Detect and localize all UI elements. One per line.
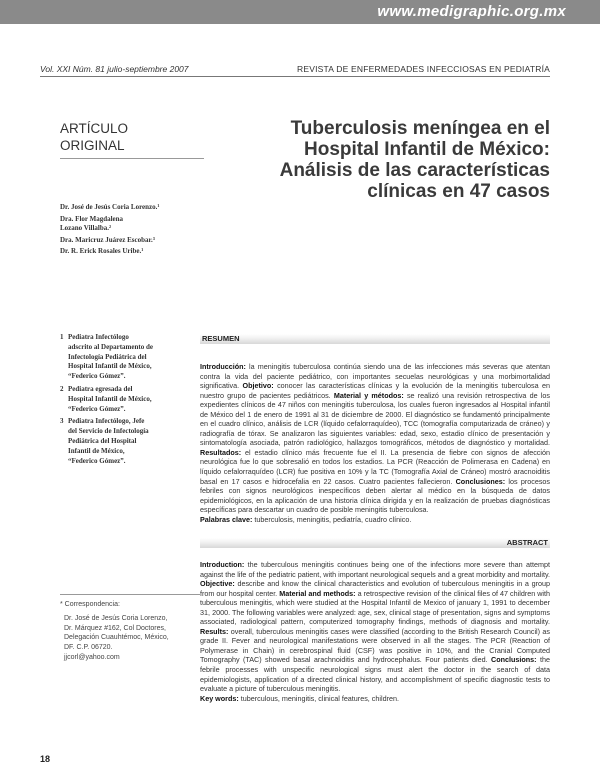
author-list [60, 203, 210, 259]
page-number: 18 [40, 754, 51, 764]
affiliation [60, 333, 210, 382]
correspondence-divider [60, 594, 200, 595]
affiliation-number: 1 [60, 333, 64, 341]
header-divider [40, 76, 550, 77]
affiliation-line: Pediátrica del Hospital [68, 436, 137, 445]
affiliation-line: adscrito al Departamento de [68, 342, 153, 351]
abstract-heading-band [200, 538, 550, 548]
correspondence-line: Dr. José de Jesús Coria Lorenzo, [64, 614, 168, 622]
journal-name: REVISTA DE ENFERMEDADES INFECCIOSAS EN PEDIATRÍA [297, 64, 550, 74]
resumen-heading: RESUMEN [202, 334, 240, 343]
author: Dra. Flor Magdalena [60, 214, 124, 223]
affiliation [60, 385, 210, 414]
affiliation-line: Infectología Pediátrica del [68, 352, 147, 361]
correspondence-label: * Correspondencia: [60, 601, 120, 608]
resumen-heading-band [200, 334, 550, 344]
affiliation-line: Pediatra Infectólogo, Jefe [68, 417, 145, 426]
author: Dra. Maricruz Juárez Escobar.³ [60, 235, 155, 244]
section-divider [60, 158, 204, 159]
affiliation-number: 3 [60, 417, 64, 426]
correspondence-line: DF. C.P. 06720. [64, 644, 113, 652]
section-label [60, 120, 210, 159]
resumen-keywords: Palabras clave: tuberculosis, meningitis, pediatría, cuadro clínico. [200, 514, 412, 524]
resumen-body [200, 362, 550, 524]
affiliation-line: Pediatra Infectólogo [68, 333, 129, 341]
abstract-heading: ABSTRACT [506, 538, 548, 547]
author: Dr. José de Jesús Coria Lorenzo.¹ [60, 203, 160, 211]
affiliation-line: Infantil de México, [68, 446, 125, 455]
correspondence-line: Delegación Cuauhtémoc, México, [64, 634, 169, 642]
title-line: clínicas en 47 casos [367, 181, 550, 202]
volume-info: Vol. XXI Núm. 81 julio-septiembre 2007 [40, 64, 189, 74]
banner-url[interactable]: www.medigraphic.org.mx [377, 3, 566, 20]
affiliation-line: Hospital Infantil de México, [68, 362, 152, 371]
section-label-line1: ARTÍCULO [60, 121, 129, 136]
title-line: Hospital Infantil de México: [304, 139, 550, 160]
title-line: Tuberculosis meníngea en el [290, 118, 550, 139]
affiliation-line: “Federico Gómez”. [68, 372, 126, 381]
abstract-paragraph: Introduction: the tuberculous meningitis continues being one of the infections more severe than attempt against the life of the pediatric patient, with important neurological sequels and a great morbidity and mortality. Objective: describe and know the clinical characteristics and evolution of tuberculous meningitis in a group from our hospital center. Material and methods: a retrospective revision of the clinical files of 47 children with tuberculous meningitis, which were studied at the Hospital Infantil de Mexico of january 1, 1991 to december 31, 2000. The following variables were analyzed: age, sex, clinical stage of presentation, signs and symptoms associated, radiological pattern, computerized tomography findings, methods of diagnosis and mortality. Results: overall, tuberculous meningitis cases were classified (according to the British Research Council) as grade II. Fever and neurological manifestations were observed in all the stages. The PCR (Reaction of Polymerase in Chain) in cerebrospinal fluid (CSF) was positive in 10%, and the Cranial Computed Tomography (TAC) showed basal arachnoiditis and hydrocephalus. Four patients died. Conclusions: the febrile processes with unspecific neurological signs must alert the doctor in the search of data epidemiologists, application of a directed clinical history, and accomplishment of specific diagnostic tests to evaluate a picture of tuberculous meningitis. [200, 560, 551, 694]
correspondence-line: Dr. Márquez #162, Col Doctores, [64, 624, 166, 632]
affiliation-line: Pediatra egresada del [68, 384, 133, 393]
author: Lozano Villalba.² [60, 224, 112, 232]
article-title [215, 118, 550, 202]
title-line: Análisis de las características [279, 160, 550, 181]
correspondence-email[interactable]: jjcorl@yahoo.com [64, 653, 120, 661]
resumen-paragraph: Introducción: la meningitis tuberculosa continúa siendo una de las infecciones más severas que atentan contra la vida del paciente pediátrico, con importantes secuelas neurológicas y una morbimortalidad significativa. Objetivo: conocer las características clínicas y la evolución de la meningitis tuberculosa en nuestro grupo de pacientes pediátricos. Material y métodos: se realizó una revisión retrospectiva de los expedientes clínicos de 47 niños con meningitis tuberculosa, los cuales fueron ingresados al Hospital infantil de México del 1 de enero de 1991 al 31 de diciembre de 2000. El diagnóstico se fundamentó principalmente en el cuadro clínico, análisis de LCR (líquido cefalorraquídeo), TCC (tomografía computarizada de cráneo) y radiografía de tórax. Se analizaron las siguientes variables: edad, sexo, estadio clínico de presentación y sintomatología asociada, patrón radiológico, hallazgos tomográficos, métodos de diagnóstico y mortalidad. Resultados: el estadio clínico más frecuente fue el II. La presencia de fiebre con signos de afección neurológica fue lo que sobresalió en todos los estadios. La PCR (Reacción de Polimerasa en Cadena) en líquido cefalorraquídeo (LCR) fue positiva en 10% y la TC (Tomografía Axial de Cráneo) mostró aracnoiditis basal en 17 casos e hidrocefalia en 22 casos. Cuatro pacientes fallecieron. Conclusiones: los procesos febriles con signos neurológicos inespecíficos deben alertar al médico en la búsqueda de datos epidemiológicos, en la aplicación de una historia clínica dirigida y en la realización de pruebas diagnósticas específicas para descartar un cuadro de posible meningitis tuberculosa. [200, 362, 550, 515]
abstract-body [200, 560, 550, 703]
abstract-keywords: Key words: tuberculous, meningitis, clinical features, children. [200, 693, 399, 703]
section-label-line2: ORIGINAL [60, 138, 125, 153]
affiliation-number: 2 [60, 384, 64, 393]
top-banner [0, 0, 600, 24]
affiliation-line: “Federico Gómez”. [68, 456, 126, 465]
affiliation-line: del Servicio de Infectología [68, 427, 149, 436]
affiliation [60, 417, 210, 466]
affiliation-line: “Federico Gómez”. [68, 404, 126, 413]
affiliation-line: Hospital Infantil de México, [68, 394, 152, 403]
affiliation-list [60, 333, 210, 469]
author: Dr. R. Erick Rosales Uribe.¹ [60, 247, 144, 255]
correspondence [60, 600, 210, 663]
